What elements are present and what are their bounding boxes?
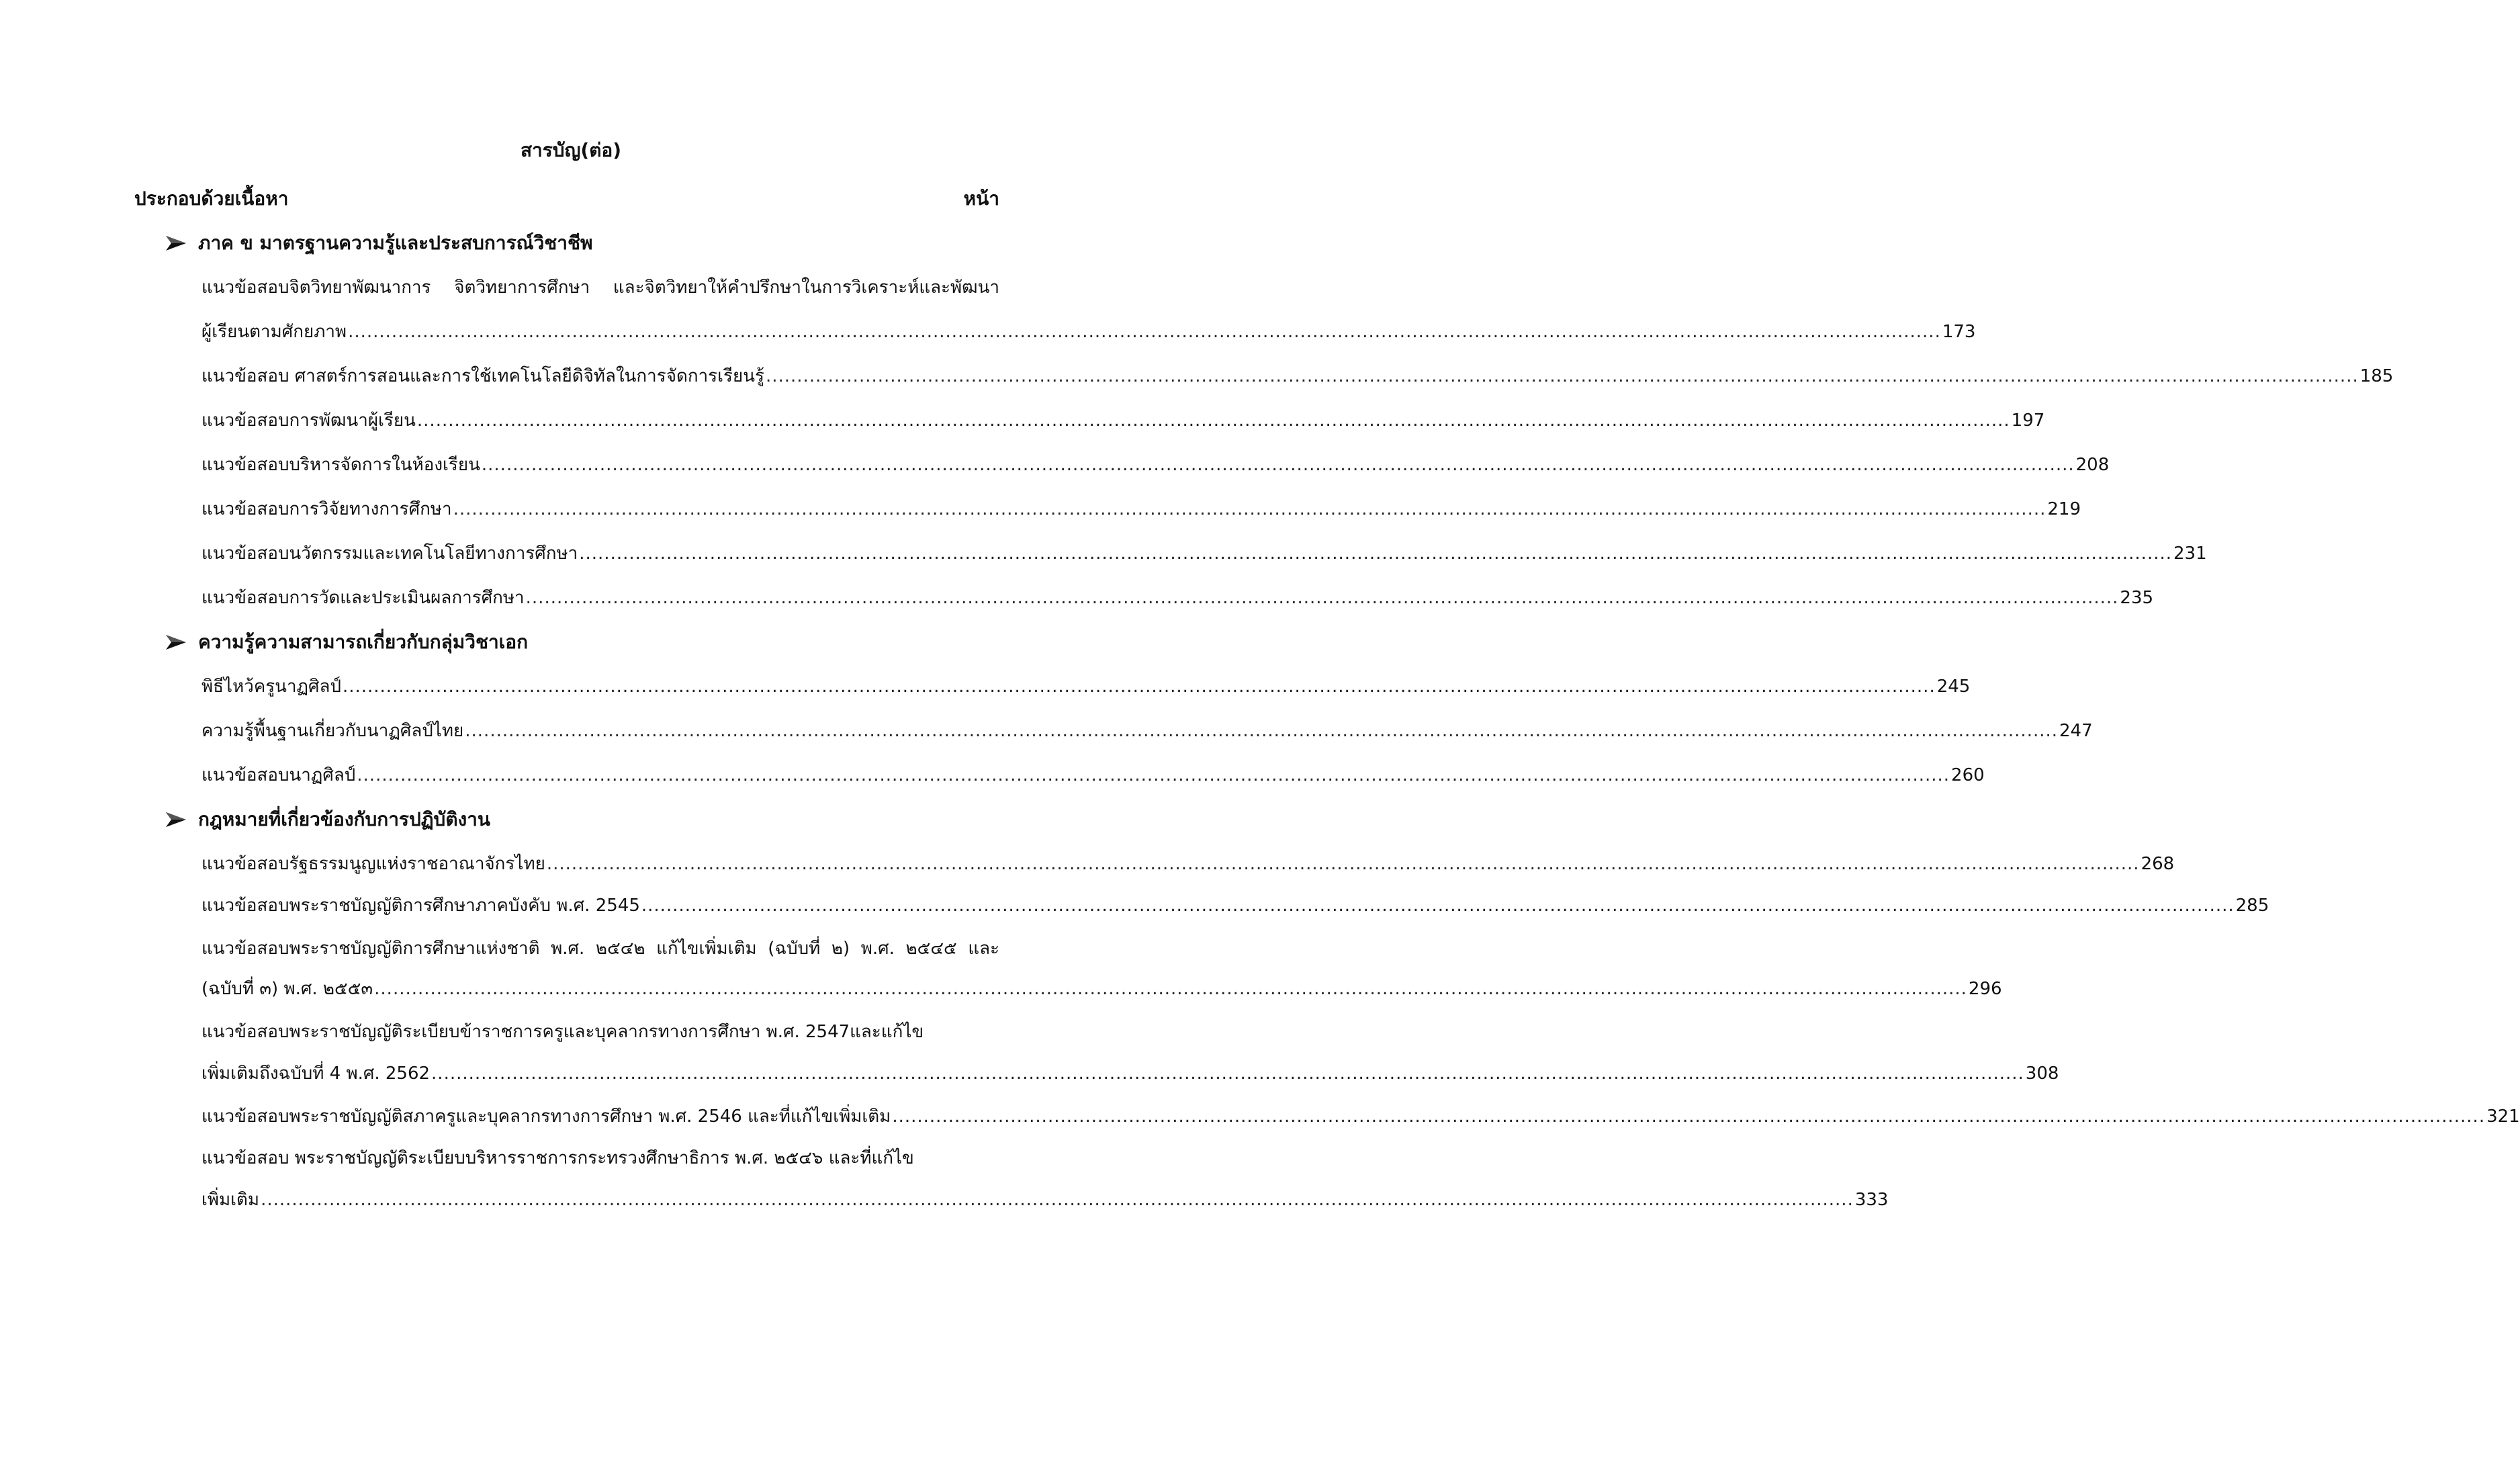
entry-page-number: 185 — [2359, 366, 2394, 386]
dot-leader: ................................................................................................................................................................................................................................................................ — [261, 1190, 1854, 1210]
toc-entry[interactable] — [201, 494, 2081, 524]
entry-page-number: 231 — [2173, 544, 2207, 564]
entry-title: (ฉบับที่ ๓) พ.ศ. ๒๕๕๓ — [201, 979, 373, 999]
entry-page-number: 208 — [2075, 455, 2110, 475]
entry-title: เพิ่มเติมถึงฉบับที่ 4 พ.ศ. 2562 — [201, 1063, 431, 1084]
section-heading — [165, 627, 999, 657]
entry-page-number: 197 — [2011, 410, 2045, 431]
dot-leader: ................................................................................................................................................................................................................................................................ — [431, 1063, 2024, 1084]
dot-leader: ................................................................................................................................................................................................................................................................ — [546, 854, 2140, 874]
entry-title: แนวข้อสอบรัฐธรรมนูญแห่งราชอาณาจักรไทย — [201, 854, 545, 874]
dot-leader: ................................................................................................................................................................................................................................................................ — [342, 677, 1936, 697]
entry-page-number: 268 — [2141, 854, 2175, 874]
entry-page-number: 321 — [2486, 1106, 2520, 1127]
dot-leader: ................................................................................................................................................................................................................................................................ — [481, 455, 2075, 475]
entry-text-line: แนวข้อสอบพระราชบัญญัติการศึกษาแห่งชาติ พ.ศ. ๒๕๔๒ แก้ไขเพิ่มเติม (ฉบับที่ ๒) พ.ศ. ๒๕๔๕ และ — [201, 939, 999, 959]
dot-leader: ................................................................................................................................................................................................................................................................ — [453, 499, 2046, 519]
entry-title: แนวข้อสอบพระราชบัญญัติการศึกษาภาคบังคับ พ.ศ. 2545 — [201, 896, 640, 916]
toc-entry-line — [201, 1017, 999, 1047]
toc-entry[interactable] — [201, 450, 2110, 480]
section-heading — [165, 228, 999, 258]
entry-page-number: 308 — [2025, 1063, 2059, 1084]
toc-entry[interactable] — [201, 539, 2207, 568]
dot-leader: ................................................................................................................................................................................................................................................................ — [357, 765, 1950, 785]
page-title: สารบัญ(ต่อ) — [520, 139, 622, 161]
entry-title: แนวข้อสอบการพัฒนาผู้เรียน — [201, 410, 416, 431]
entry-title: แนวข้อสอบการวิจัยทางการศึกษา — [201, 499, 452, 519]
entry-title: แนวข้อสอบบริหารจัดการในห้องเรียน — [201, 455, 480, 475]
dot-leader: ................................................................................................................................................................................................................................................................ — [525, 588, 2119, 608]
entry-text-line: แนวข้อสอบจิตวิทยาพัฒนาการ จิตวิทยาการศึกษา และจิตวิทยาให้คำปรึกษาในการวิเคราะห์และพัฒนา — [201, 277, 999, 298]
arrow-bullet-icon — [165, 228, 198, 258]
entry-text-line: แนวข้อสอบ พระราชบัญญัติระเบียบบริหารราชการกระทรวงศึกษาธิการ พ.ศ. ๒๕๔๖ และที่แก้ไข — [201, 1148, 914, 1168]
toc-header — [134, 184, 999, 214]
contents-label: ประกอบด้วยเนื้อหา — [134, 187, 289, 210]
entry-title: แนวข้อสอบ ศาสตร์การสอนและการใช้เทคโนโลยีดิจิทัลในการจัดการเรียนรู้ — [201, 366, 764, 386]
toc-entry[interactable] — [201, 974, 2002, 1004]
dot-leader: ................................................................................................................................................................................................................................................................ — [348, 322, 1941, 342]
entry-title: พิธีไหว้ครูนาฏศิลป์ — [201, 677, 341, 697]
entry-page-number: 173 — [1942, 322, 1976, 342]
entry-page-number: 245 — [1936, 677, 1971, 697]
toc-entry[interactable] — [201, 716, 2093, 746]
section-title: กฎหมายที่เกี่ยวข้องกับการปฏิบัติงาน — [198, 808, 491, 830]
toc-entry-line — [201, 273, 999, 302]
toc-entry-line — [201, 1143, 999, 1173]
dot-leader: ................................................................................................................................................................................................................................................................ — [765, 366, 2359, 386]
entry-title: เพิ่มเติม — [201, 1190, 260, 1210]
entry-title: แนวข้อสอบนวัตกรรมและเทคโนโลยีทางการศึกษา — [201, 544, 578, 564]
entry-text-line: แนวข้อสอบพระราชบัญญัติระเบียบข้าราชการครูและบุคลากรทางการศึกษา พ.ศ. 2547และแก้ไข — [201, 1022, 924, 1042]
toc-entry[interactable] — [201, 1185, 1889, 1215]
entry-page-number: 285 — [2235, 896, 2269, 916]
section-title: ภาค ข มาตรฐานความรู้และประสบการณ์วิชาชีพ — [198, 232, 593, 254]
section-heading — [165, 805, 999, 834]
toc-entry[interactable] — [201, 1102, 2520, 1131]
dot-leader: ................................................................................................................................................................................................................................................................ — [465, 721, 2059, 741]
entry-title: แนวข้อสอบพระราชบัญญัติสภาครูและบุคลากรทางการศึกษา พ.ศ. 2546 และที่แก้ไขเพิ่มเติม — [201, 1106, 891, 1127]
toc-entry[interactable] — [201, 583, 2154, 613]
section-title: ความรู้ความสามารถเกี่ยวกับกลุ่มวิชาเอก — [198, 631, 529, 653]
dot-leader: ................................................................................................................................................................................................................................................................ — [579, 544, 2172, 564]
toc-entry[interactable] — [201, 760, 1985, 790]
toc-entry[interactable] — [201, 406, 2045, 435]
entry-title: ผู้เรียนตามศักยภาพ — [201, 322, 347, 342]
dot-leader: ................................................................................................................................................................................................................................................................ — [416, 410, 2010, 431]
toc-entry[interactable] — [201, 849, 2175, 879]
entry-title: ความรู้พื้นฐานเกี่ยวกับนาฏศิลป์ไทย — [201, 721, 464, 741]
arrow-bullet-icon — [165, 805, 198, 834]
entry-page-number: 260 — [1951, 765, 1985, 785]
entry-page-number: 235 — [2120, 588, 2154, 608]
dot-leader: ................................................................................................................................................................................................................................................................ — [374, 979, 1967, 999]
entry-page-number: 219 — [2047, 499, 2081, 519]
entry-page-number: 296 — [1968, 979, 2002, 999]
toc-entry[interactable] — [201, 1059, 2059, 1088]
entry-page-number: 333 — [1854, 1190, 1889, 1210]
dot-leader: ................................................................................................................................................................................................................................................................ — [892, 1106, 2486, 1127]
entry-title: แนวข้อสอบนาฏศิลป์ — [201, 765, 356, 785]
toc-entry[interactable] — [201, 672, 1971, 701]
page-column-label: หน้า — [963, 187, 999, 210]
arrow-bullet-icon — [165, 627, 198, 657]
toc-entry[interactable] — [201, 361, 2394, 391]
entry-title: แนวข้อสอบการวัดและประเมินผลการศึกษา — [201, 588, 525, 608]
dot-leader: ................................................................................................................................................................................................................................................................ — [641, 896, 2235, 916]
entry-page-number: 247 — [2059, 721, 2093, 741]
toc-entry-line — [201, 934, 999, 963]
toc-entry[interactable] — [201, 317, 1976, 347]
toc-entry[interactable] — [201, 891, 2269, 920]
